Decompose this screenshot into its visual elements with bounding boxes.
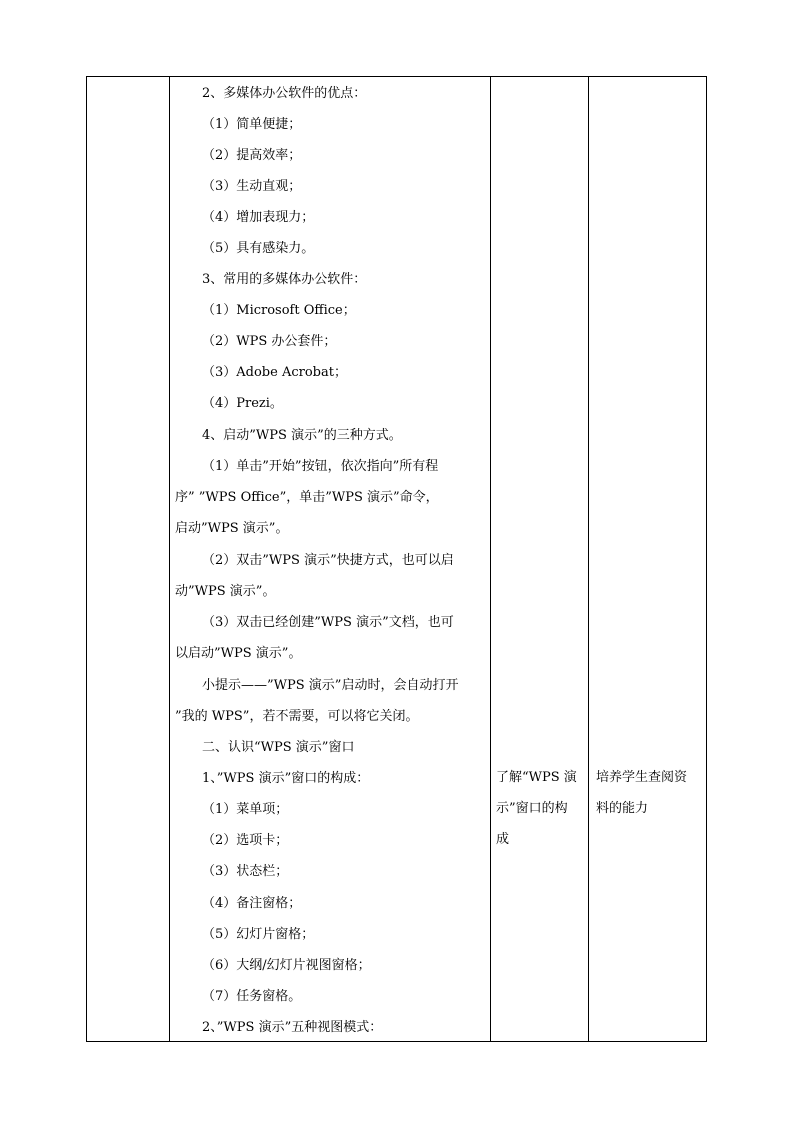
list-item: （1）Microsoft Office； — [202, 303, 356, 318]
list-item: （3）状态栏； — [202, 864, 289, 879]
list-item: （5）幻灯片窗格； — [202, 927, 315, 942]
heading-launch-methods: 4、启动”WPS 演示”的三种方式。 — [202, 428, 402, 443]
list-item: （2）选项卡； — [202, 833, 289, 848]
list-item: （3）生动直观； — [202, 179, 302, 194]
heading-view-modes: 2、”WPS 演示”五种视图模式： — [202, 1020, 383, 1035]
list-item: （2）提高效率； — [202, 148, 302, 163]
paragraph-line: （1）单击”开始”按钮，依次指向”所有程 — [202, 459, 439, 474]
list-item: （5）具有感染力。 — [202, 241, 315, 256]
objective-line: 了解“WPS 演 — [496, 770, 577, 785]
column-divider — [588, 77, 589, 1041]
objective-cell — [496, 762, 586, 855]
heading-window-components: 1、”WPS 演示”窗口的构成： — [202, 771, 370, 786]
list-item: （4）增加表现力； — [202, 210, 315, 225]
ability-cell — [596, 762, 704, 824]
heading-advantages: 2、多媒体办公软件的优点： — [202, 86, 367, 101]
objective-line: 成 — [496, 832, 510, 847]
list-item: （4）备注窗格； — [202, 896, 302, 911]
paragraph-line: 启动”WPS 演示”。 — [175, 521, 289, 536]
heading-common-software: 3、常用的多媒体办公软件： — [202, 272, 367, 287]
ability-line: 培养学生查阅资 — [596, 770, 688, 785]
paragraph-line: 序” ”WPS Office”，单击”WPS 演示”命令， — [175, 490, 439, 505]
list-item: （4）Prezi。 — [202, 396, 283, 411]
list-item: （3）Adobe Acrobat； — [202, 365, 347, 380]
list-item: （1）简单便捷； — [202, 117, 302, 132]
list-item: （2）WPS 办公套件； — [202, 334, 337, 349]
section-heading: 二、认识“WPS 演示”窗口 — [202, 740, 355, 755]
paragraph-line: 以启动”WPS 演示”。 — [175, 646, 302, 661]
paragraph-line: （2）双击”WPS 演示”快捷方式，也可以启 — [202, 553, 454, 568]
list-item: （7）任务窗格。 — [202, 989, 302, 1004]
list-item: （6）大纲/幻灯片视图窗格； — [202, 958, 371, 973]
column-divider — [490, 77, 491, 1041]
column-divider — [169, 77, 170, 1041]
tip-line: ”我的 WPS”，若不需要，可以将它关闭。 — [175, 709, 419, 724]
paragraph-line: 动”WPS 演示”。 — [175, 584, 276, 599]
objective-line: 示”窗口的构 — [496, 801, 568, 816]
list-item: （1）菜单项； — [202, 802, 289, 817]
tip-line: 小提示——”WPS 演示”启动时，会自动打开 — [202, 678, 459, 693]
paragraph-line: （3）双击已经创建”WPS 演示”文档，也可 — [202, 615, 454, 630]
ability-line: 料的能力 — [596, 801, 649, 816]
